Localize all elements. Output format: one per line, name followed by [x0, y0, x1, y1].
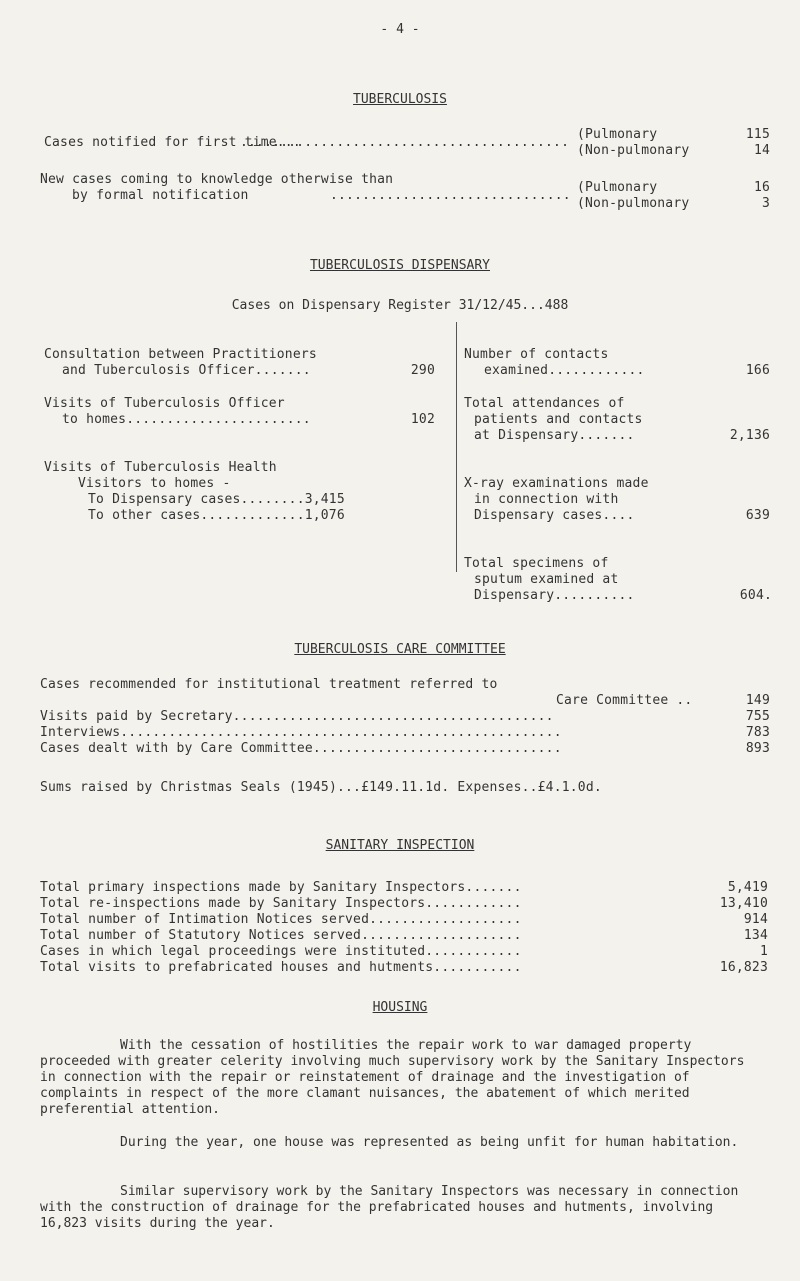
recommended-line2: Care Committee .. — [556, 693, 693, 708]
pulmonary-label: (Pulmonary — [577, 127, 658, 142]
sanitary-heading: SANITARY INSPECTION — [325, 838, 475, 853]
sanitary-row-value: 16,823 — [719, 960, 768, 975]
sanitary-row-value: 5,419 — [727, 880, 768, 895]
christmas-seals-line: Sums raised by Christmas Seals (1945)...£149.11.1d. Expenses..£4.1.0d. — [40, 780, 602, 795]
interviews-value: 783 — [745, 725, 770, 740]
contacts-value: 166 — [745, 363, 770, 378]
sanitary-row-value: 1 — [759, 944, 768, 959]
pulmonary2-value: 16 — [753, 180, 770, 195]
cases-notified-label: Cases notified for first time... — [44, 135, 301, 150]
care-committee-heading: TUBERCULOSIS CARE COMMITTEE — [294, 642, 506, 657]
recommended-line1: Cases recommended for institutional treatment referred to — [40, 677, 498, 692]
xray-line1: X-ray examinations made — [464, 476, 649, 491]
visits-officer-line2: to homes....................... — [62, 412, 311, 427]
attendances-value: 2,136 — [729, 428, 770, 443]
new-cases-line1: New cases coming to knowledge otherwise than — [40, 172, 394, 187]
tuberculosis-heading: TUBERCULOSIS — [353, 92, 447, 107]
non-pulmonary2-label: (Non-pulmonary — [577, 196, 690, 211]
new-cases-leader: .............................. — [330, 188, 571, 203]
sanitary-row-value: 914 — [743, 912, 768, 927]
sanitary-row-label: Total number of Intimation Notices served................... — [40, 912, 522, 927]
dispensary-register: Cases on Dispensary Register 31/12/45...488 — [231, 298, 569, 313]
sputum-line3: Dispensary.......... — [474, 588, 635, 603]
non-pulmonary2-value: 3 — [761, 196, 770, 211]
page-number: - 4 - — [380, 22, 420, 37]
attendances-line2: patients and contacts — [474, 412, 643, 427]
pulmonary2-label: (Pulmonary — [577, 180, 658, 195]
secretary-visits-label: Visits paid by Secretary........................................ — [40, 709, 554, 724]
contacts-line2: examined............ — [484, 363, 645, 378]
visits-officer-line1: Visits of Tuberculosis Officer — [44, 396, 285, 411]
sanitary-row-label: Total number of Statutory Notices served.................... — [40, 928, 522, 943]
housing-paragraph-3: Similar supervisory work by the Sanitary Inspectors was necessary in connection with the construction of drainage for the prefabricated houses and hutments, involving 16,823 visits during the year. — [40, 1184, 739, 1231]
non-pulmonary-label: (Non-pulmonary — [577, 143, 690, 158]
sputum-line2: sputum examined at — [474, 572, 619, 587]
sanitary-row-value: 134 — [743, 928, 768, 943]
housing-paragraph-1: With the cessation of hostilities the repair work to war damaged property proceeded with greater celerity involving much supervisory work by the Sanitary Inspectors in connection with the repair or reinstatement of drainage and the investigation of complaints in respect of the more clamant nuisances, the abatement of which merited preferential attention. — [40, 1038, 745, 1117]
column-divider — [456, 322, 457, 572]
visits-health-line2: Visitors to homes - — [78, 476, 231, 491]
housing-heading: HOUSING — [372, 1000, 428, 1015]
non-pulmonary-value: 14 — [753, 143, 770, 158]
xray-value: 639 — [745, 508, 770, 523]
sputum-line1: Total specimens of — [464, 556, 609, 571]
cases-dealt-value: 893 — [745, 741, 770, 756]
cases-dealt-label: Cases dealt with by Care Committee............................... — [40, 741, 562, 756]
to-other-cases: To other cases.............1,076 — [88, 508, 345, 523]
cases-notified-leader: ......................................... — [240, 135, 570, 150]
secretary-visits-value: 755 — [745, 709, 770, 724]
sanitary-row-label: Total primary inspections made by Sanitary Inspectors....... — [40, 880, 522, 895]
to-dispensary-cases: To Dispensary cases........3,415 — [88, 492, 345, 507]
dispensary-heading: TUBERCULOSIS DISPENSARY — [309, 258, 490, 273]
visits-health-line1: Visits of Tuberculosis Health — [44, 460, 277, 475]
contacts-line1: Number of contacts — [464, 347, 609, 362]
sanitary-row-label: Cases in which legal proceedings were instituted............ — [40, 944, 522, 959]
recommended-value: 149 — [745, 693, 770, 708]
pulmonary-value: 115 — [745, 127, 770, 142]
sputum-value: 604. — [739, 588, 772, 603]
attendances-line1: Total attendances of — [464, 396, 625, 411]
consultation-value: 290 — [410, 363, 435, 378]
xray-line2: in connection with — [474, 492, 619, 507]
new-cases-line2: by formal notification — [72, 188, 249, 203]
housing-paragraph-2: During the year, one house was represented as being unfit for human habitation. — [120, 1135, 739, 1150]
sanitary-row-value: 13,410 — [719, 896, 768, 911]
sanitary-row-label: Total visits to prefabricated houses and hutments........... — [40, 960, 522, 975]
attendances-line3: at Dispensary....... — [474, 428, 635, 443]
interviews-label: Interviews....................................................... — [40, 725, 562, 740]
consultation-line2: and Tuberculosis Officer....... — [62, 363, 311, 378]
consultation-line1: Consultation between Practitioners — [44, 347, 317, 362]
sanitary-row-label: Total re-inspections made by Sanitary Inspectors............ — [40, 896, 522, 911]
visits-officer-value: 102 — [410, 412, 435, 427]
xray-line3: Dispensary cases.... — [474, 508, 635, 523]
